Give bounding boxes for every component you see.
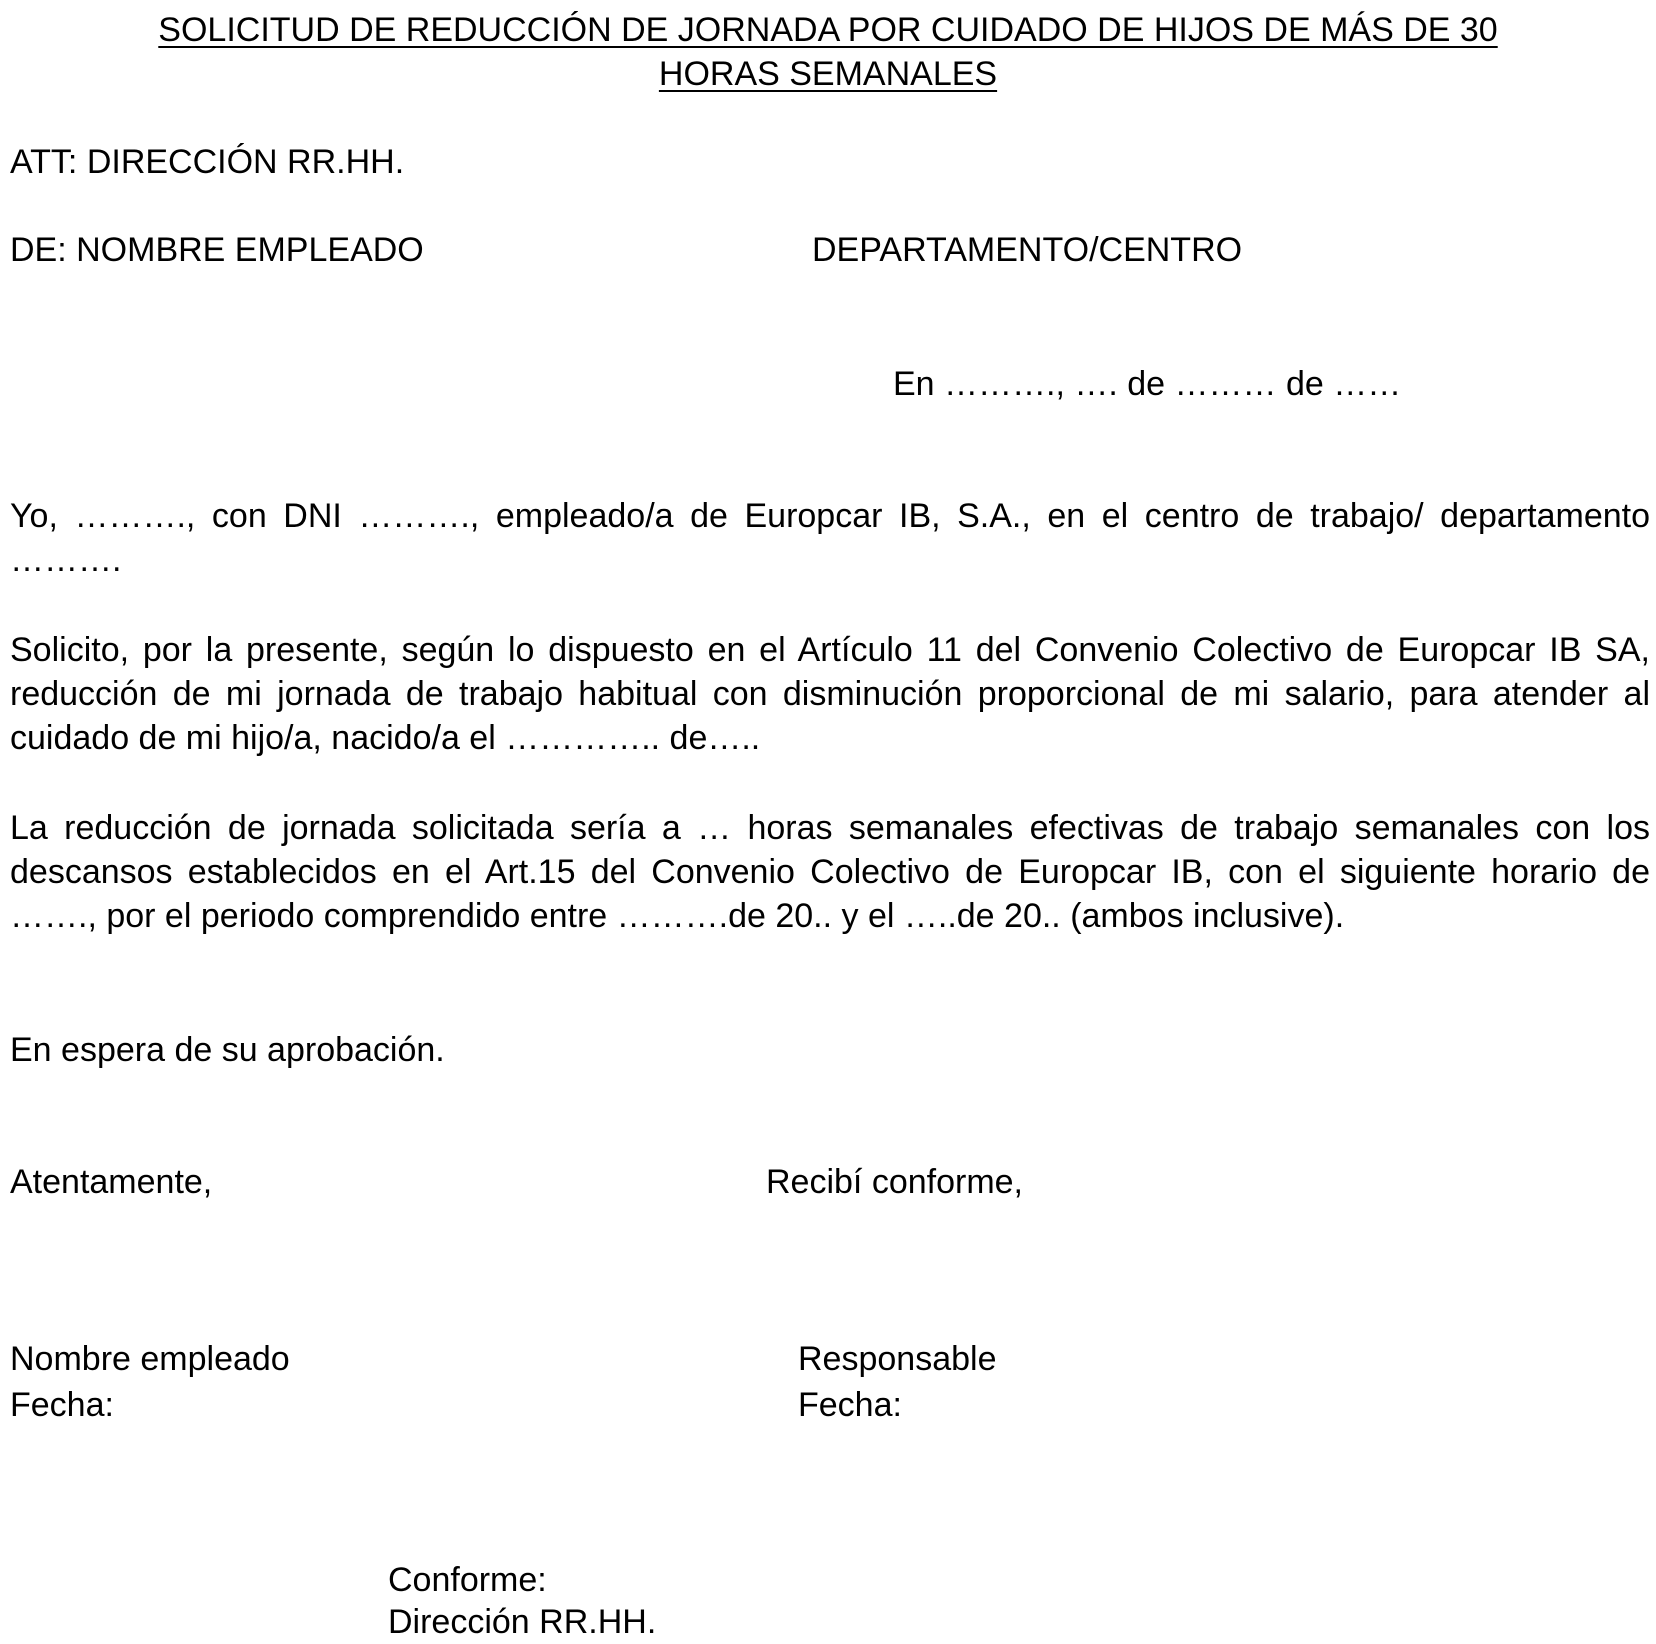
paragraph-employee-info: [10, 494, 1650, 582]
att-line: ATT: DIRECCIÓN RR.HH.: [10, 143, 405, 181]
approval-department: Dirección RR.HH.: [388, 1603, 657, 1641]
signature-manager-date: Fecha:: [798, 1386, 902, 1424]
date-line: En ………., …. de ……… de ……: [893, 365, 1402, 403]
approval-label: Conforme:: [388, 1561, 547, 1599]
document-title-line-2: HORAS SEMANALES: [658, 55, 998, 93]
from-employee-label: DE: NOMBRE EMPLEADO: [10, 231, 424, 269]
closing-line: En espera de su aprobación.: [10, 1031, 445, 1069]
paragraph-employee-info-text: Yo, ………., con DNI ………., empleado/a de Europcar IB, S.A., en el centro de trabajo/ departamento ……….: [10, 497, 1650, 579]
paragraph-request-text: Solicito, por la presente, según lo dispuesto en el Artículo 11 del Convenio Colectivo de Europcar IB SA, reducción de mi jornada de trabajo habitual con disminución proporcional de mi salario, para atender al cuidado de mi hijo/a, nacido/a el ………….. de…..: [10, 631, 1650, 757]
department-label: DEPARTAMENTO/CENTRO: [812, 231, 1243, 269]
paragraph-request: [10, 628, 1650, 760]
paragraph-schedule: [10, 806, 1650, 938]
document-title-line-1: SOLICITUD DE REDUCCIÓN DE JORNADA POR CUIDADO DE HIJOS DE MÁS DE 30: [158, 11, 1498, 49]
sign-off-right: Recibí conforme,: [766, 1163, 1023, 1201]
signature-employee-date: Fecha:: [10, 1386, 114, 1424]
signature-manager-name: Responsable: [798, 1340, 997, 1378]
paragraph-schedule-text: La reducción de jornada solicitada sería a … horas semanales efectivas de trabajo semanales con los descansos establecidos en el Art.15 del Convenio Colectivo de Europcar IB, con el siguiente horario de ……., por el periodo comprendido entre ……….de 20.. y el …..de 20.. (ambos inclusive).: [10, 809, 1650, 935]
signature-employee-name: Nombre empleado: [10, 1340, 290, 1378]
sign-off-left: Atentamente,: [10, 1163, 213, 1201]
